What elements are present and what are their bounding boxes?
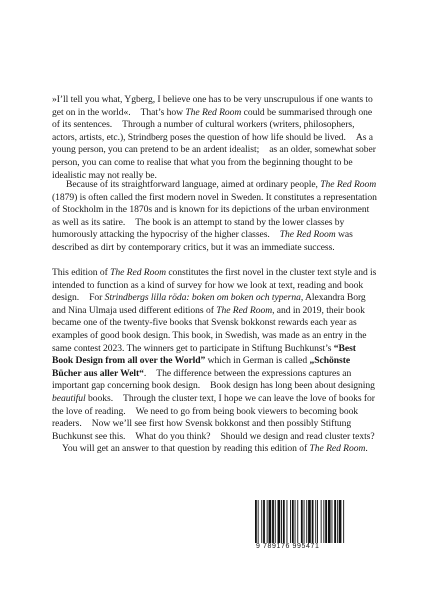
book-title: The Red Room [320,179,377,190]
context-text: (1879) is often called the first modern novel in Sweden. It constitutes a representation of Stockholm in the 1870s and is known for its depictions of the urban environment as well as its satire. [52,191,377,228]
barcode-bar [323,500,324,544]
barcode-bar [287,500,288,544]
barcode-bar [272,500,274,544]
barcode-bar [297,500,298,544]
edition-text: The difference between the expressions captures an important gap concerning book design. [52,367,352,392]
barcode-bar [315,500,316,544]
intro-text: could be summarised through one of its sentences. [52,106,373,131]
barcode-bar [292,500,294,544]
edition-text: constitutes the first novel in the cluster text style and is intended to function as a kind of survey for how we look at text, reading and book design. [52,267,377,304]
barcode-bar [278,500,281,544]
context-text: Because of its straightforward language, aimed at ordinary people, [66,179,321,190]
intro-text: That’s how [140,106,186,118]
edition-text: Now we’ll see first how Svensk bokkonst and then possibly Stiftung Buchkunst see this. [52,418,352,442]
edition-text: books. [85,392,114,404]
barcode-bar [290,500,291,544]
barcode-bar [306,500,307,544]
book-title: The Red Room [110,267,166,278]
quote-sentence: »I’ll tell you what, Ygberg, I believe one has to be very unscrupulous if one wants to get on in the world«. [52,94,373,118]
context-text: The book is an attempt to stand by the lower classes by humorously attacking the hypocrisy of the higher classes. [52,216,345,241]
barcode-bar [261,500,262,544]
edition-text: You will get an answer to that question by reading this edition of [62,443,310,455]
barcode-bar [337,500,338,544]
edition-text: The winners get to participate in Stiftung Buchkunst’s [126,342,334,354]
award-name-english: “Best Book Design from all over the World” [52,342,356,367]
barcode-bar [275,500,276,544]
barcode-bar [317,500,318,544]
award-name-german: „Schönste Bücher aus aller Welt“ [52,355,351,379]
barcode-bar [295,500,296,544]
edition-text: This edition of [52,267,111,278]
barcode-bars [254,500,368,544]
book-title: The Red Room [216,304,273,316]
barcode-bar [258,500,259,544]
edition-text: , and in 2019, their book became one of the twenty-five books that Svensk bokkonst rewards each year as examples of good book design. [52,304,365,341]
edition-text: This book, in Swedish, was made as an entry in the same contest 2023. [52,329,367,354]
intro-text: as an older, somewhat sober person, you can come to realise that what you from the beginning thought to be idealistic may not really be. [52,144,376,181]
intro-paragraph [52,94,378,182]
barcode-bar [339,500,342,544]
barcode-bar [267,500,268,544]
book-title: Strindbergs lilla röda: boken om boken och typerna [104,292,301,304]
barcode-bar [343,500,344,544]
book-title: The Red Room [185,106,242,118]
intro-text: As a young person, you can pretend to be an ardent idealist; [52,131,373,156]
barcode-bar [328,500,331,544]
edition-text: For [89,292,105,304]
edition-text: Should we design and read cluster texts? [220,430,375,442]
barcode-bar [312,500,314,544]
edition-text: . [143,367,147,379]
context-text: was described as dirt by contemporary critics, but it was an immediate success. [52,229,353,253]
edition-text: Through the cluster text, I hope we can leave the love of books for the love of reading. [52,392,375,417]
context-paragraph [52,179,378,255]
barcode-bar [321,500,322,544]
barcode-bar [301,500,303,544]
edition-text: Book design has long been about designing [210,380,375,392]
barcode-bar [334,500,336,544]
barcode-bar [269,500,272,544]
barcode-bar [332,500,333,544]
barcode-bar [308,500,311,544]
edition-text: What do you think? [135,430,211,442]
edition-text: . [365,443,368,455]
barcode-digits: 9 789176 995471 [254,543,370,550]
barcode-bar [325,500,327,544]
book-title: The Red Room [279,229,336,241]
book-title: The Red Room [309,443,366,455]
barcode-bar [263,500,265,544]
emphasis-text: beautiful [52,392,86,404]
edition-text: which in German is called [205,355,310,367]
edition-paragraph [52,267,378,456]
barcode-bar [304,500,305,544]
barcode-bar [255,500,257,544]
barcode-bar [283,500,285,544]
edition-text: , Alexandra Borg and Nina Ulmaja used different editions of [52,292,366,316]
isbn-barcode [254,500,368,556]
edition-text: We need to go from being book viewers to becoming book readers. [52,405,359,430]
intro-text: Through a number of cultural workers (writers, philosophers, actors, artists, etc.), Strindberg poses the question of how life should be lived. [52,119,355,143]
barcode-bar [281,500,282,544]
